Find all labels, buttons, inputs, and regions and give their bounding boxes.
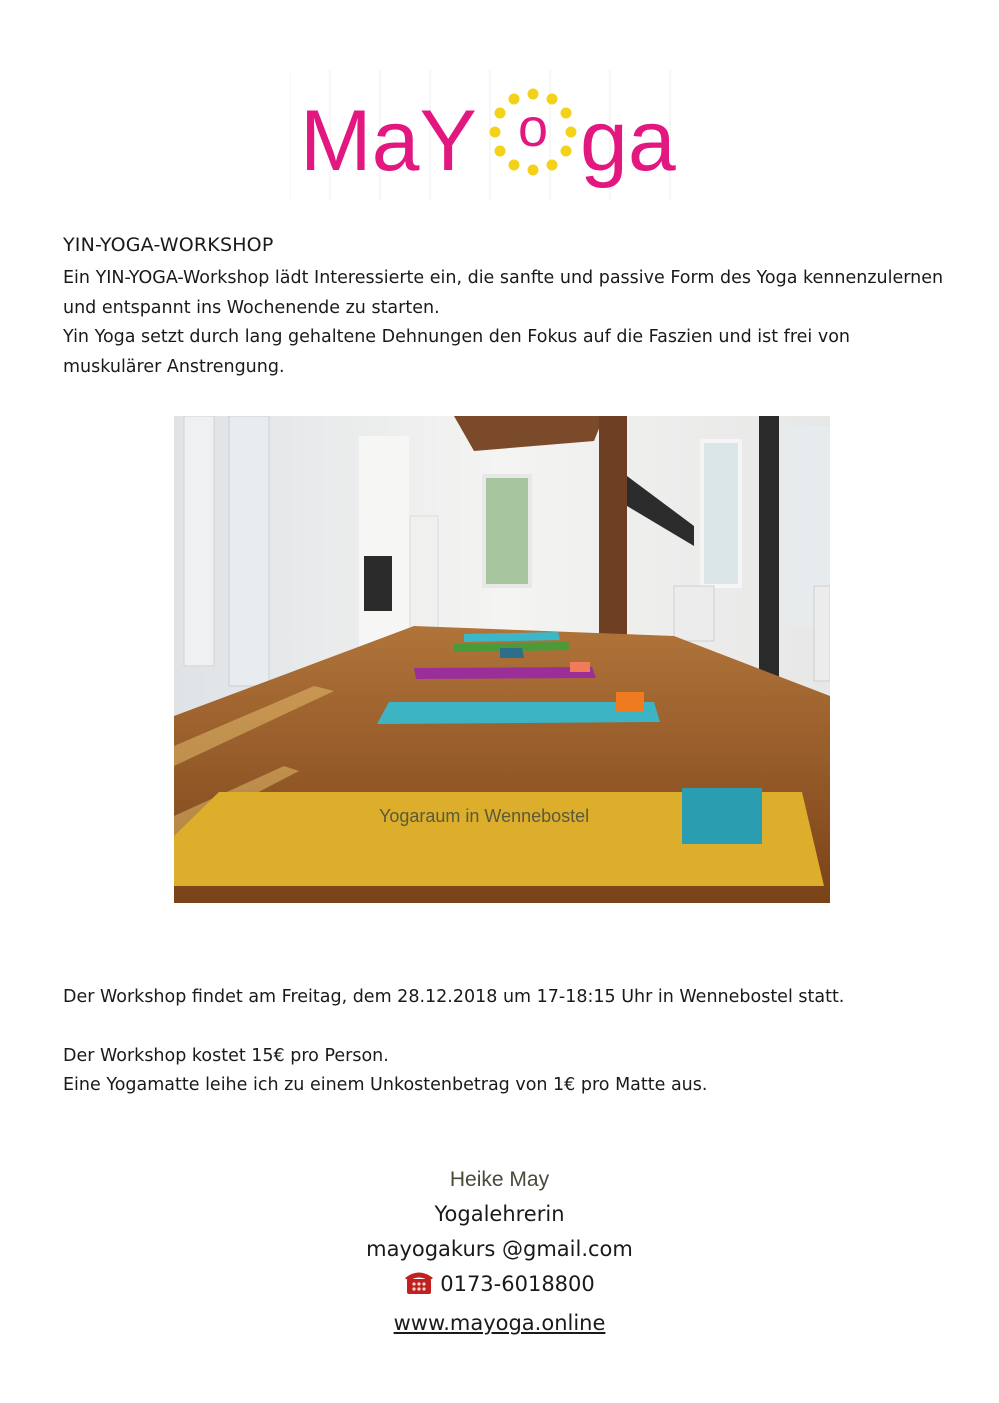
contact-phone-row	[0, 1267, 999, 1306]
logo-text-start: MaY	[300, 93, 477, 189]
telephone-icon	[404, 1269, 434, 1306]
contact-phone[interactable]: 0173-6018800	[440, 1272, 595, 1296]
contact-name: Heike May	[449, 1168, 550, 1191]
contact-email[interactable]: mayogakurs @gmail.com	[366, 1237, 633, 1261]
mat-rental-line: Eine Yogamatte leihe ich zu einem Unkostenbetrag von 1€ pro Matte aus.	[63, 1075, 708, 1095]
logo-text-end: ga	[580, 93, 676, 189]
contact-role: Yogalehrerin	[434, 1202, 565, 1226]
intro-text	[63, 264, 953, 382]
logo-sun-letter: o	[517, 98, 549, 158]
mayoga-logo	[290, 70, 720, 200]
yoga-room-photo	[174, 416, 830, 903]
date-line: Der Workshop findet am Freitag, dem 28.12.2018 um 17-18:15 Uhr in Wennebostel statt.	[63, 987, 845, 1007]
page-title: YIN-YOGA-WORKSHOP	[63, 234, 274, 256]
workshop-details	[63, 983, 963, 1101]
photo-caption: Yogaraum in Wennebostel	[379, 806, 590, 826]
intro-paragraph-1: Ein YIN-YOGA-Workshop lädt Interessierte ein, die sanfte und passive Form des Yoga kennenzulernen und entspannt ins Wochenende zu starten.	[63, 268, 944, 318]
sun-icon	[490, 89, 577, 176]
price-line: Der Workshop kostet 15€ pro Person.	[63, 1045, 389, 1066]
contact-block	[0, 1162, 999, 1341]
website-link[interactable]: www.mayoga.online	[393, 1311, 606, 1335]
intro-paragraph-2: Yin Yoga setzt durch lang gehaltene Dehnungen den Fokus auf die Faszien und ist frei von muskulärer Anstrengung.	[63, 327, 851, 377]
